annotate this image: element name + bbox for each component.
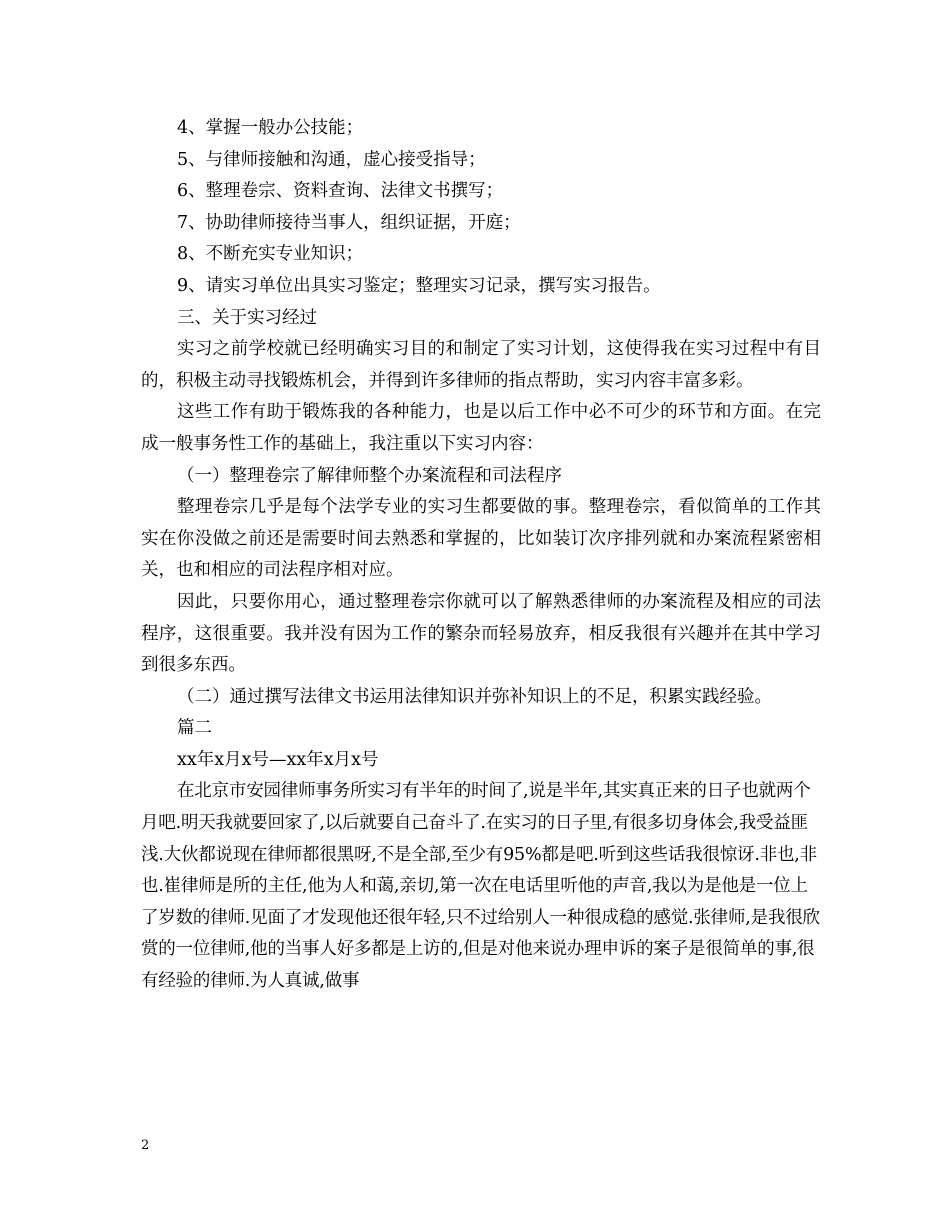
part-heading: 篇二	[177, 718, 212, 739]
page-content	[141, 113, 821, 998]
list-item: 7、协助律师接待当事人，组织证据，开庭；	[177, 212, 521, 233]
section-heading: 三、关于实习经过	[177, 307, 317, 328]
list-item: 8、不断充实专业知识；	[177, 244, 364, 265]
list-item: 9、请实习单位出具实习鉴定；整理实习记录，撰写实习报告。	[177, 275, 661, 296]
page-number: 2	[141, 1138, 150, 1153]
subsection-heading: （二）通过撰写法律文书运用法律知识并弥补知识上的不足，积累实践经验。	[177, 686, 772, 707]
paragraph: 整理卷宗几乎是每个法学专业的实习生都要做的事。整理卷宗，看似简单的工作其实在你没做之前还是需要时间去熟悉和掌握的，比如装订次序排列就和办案流程紧密相关，也和相应的司法程序相对应。	[141, 497, 821, 581]
date-range: xx年x月x号—xx年x月x号	[177, 749, 379, 770]
subsection-heading: （一）整理卷宗了解律师整个办案流程和司法程序	[177, 465, 562, 486]
list-item: 6、整理卷宗、资料查询、法律文书撰写；	[177, 181, 504, 202]
list-item: 4、掌握一般办公技能；	[177, 118, 364, 138]
paragraph: 因此，只要你用心，通过整理卷宗你就可以了解熟悉律师的办案流程及相应的司法程序，这很重要。我并没有因为工作的繁杂而轻易放弃，相反我很有兴趣并在其中学习到很多东西。	[141, 591, 821, 676]
list-item: 5、与律师接触和沟通，虚心接受指导；	[177, 149, 486, 170]
paragraph: 实习之前学校就已经明确实习目的和制定了实习计划，这使得我在实习过程中有目的，积极主动寻找锻炼机会，并得到许多律师的指点帮助，实习内容丰富多彩。	[141, 339, 821, 391]
paragraph: 在北京市安园律师事务所实习有半年的时间了,说是半年,其实真正来的日子也就两个月吧.明天我就要回家了,以后就要自己奋斗了.在实习的日子里,有很多切身体会,我受益匪浅.大伙都说现在律师都很黑呀,不是全部,至少有95%都是吧.听到这些话我很惊讶.非也,非也.崔律师是所的主任,他为人和蔼,亲切,第一次在电话里听他的声音,我以为是他是一位上了岁数的律师.见面了才发现他还很年轻,只不过给别人一种很成稳的感觉.张律师,是我很欣赏的一位律师,他的当事人好多都是上访的,但是对他来说办理申诉的案子是很简单的事,很有经验的律师.为人真诚,做事	[141, 781, 820, 992]
paragraph: 这些工作有助于锻炼我的各种能力，也是以后工作中必不可少的环节和方面。在完成一般事务性工作的基础上，我注重以下实习内容：	[141, 402, 821, 454]
